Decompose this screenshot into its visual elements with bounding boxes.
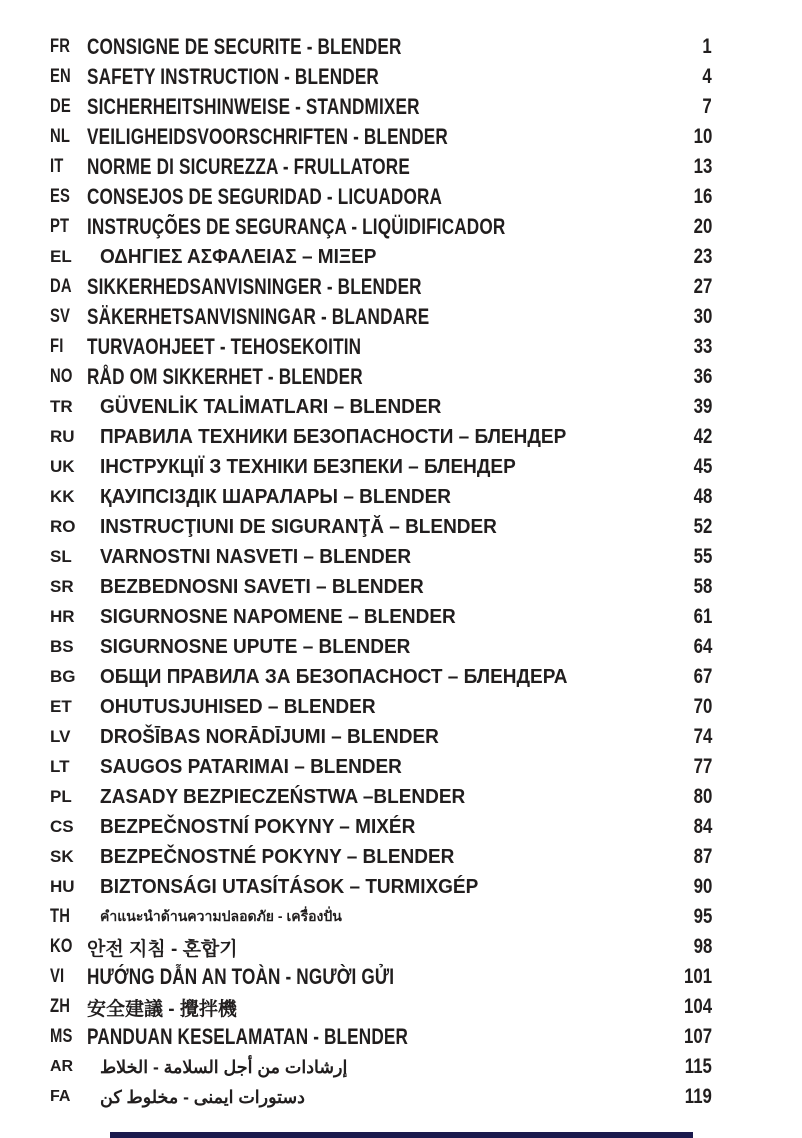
language-code-text: BG xyxy=(50,667,76,686)
page-number-text: 107 xyxy=(683,1025,712,1048)
language-code-text: NO xyxy=(50,366,73,387)
section-title-text: BEZBEDNOSNI SAVETI – BLENDER xyxy=(100,575,424,598)
page-number-text: 58 xyxy=(693,575,712,598)
language-code-text: FR xyxy=(50,36,71,57)
language-code xyxy=(50,247,87,267)
toc-row-nl xyxy=(0,122,802,152)
page-number xyxy=(666,65,712,89)
language-code xyxy=(50,817,87,837)
page-number-text: 23 xyxy=(693,245,712,268)
language-code-text: CS xyxy=(50,817,74,836)
language-code xyxy=(50,487,87,507)
page-number xyxy=(666,365,712,389)
section-title-text: SAUGOS PATARIMAI – BLENDER xyxy=(100,755,402,778)
section-title-text: GÜVENLİK TALİMATLARI – BLENDER xyxy=(100,395,442,418)
language-code xyxy=(50,1026,87,1048)
section-title xyxy=(87,184,666,210)
language-code xyxy=(50,1088,87,1106)
section-title xyxy=(87,94,666,120)
language-code-text: VI xyxy=(50,966,65,987)
toc-row-de xyxy=(0,92,802,122)
language-code xyxy=(50,276,87,298)
section-title xyxy=(87,396,666,419)
section-title xyxy=(87,364,666,390)
page-number-text: 48 xyxy=(693,485,712,508)
section-title xyxy=(87,274,666,300)
language-code xyxy=(50,186,87,208)
section-title xyxy=(87,1057,666,1078)
language-code-text: SR xyxy=(50,577,74,596)
language-code-text: RO xyxy=(50,517,76,536)
page-number xyxy=(666,1085,712,1109)
page-number xyxy=(666,305,712,329)
page-number xyxy=(666,725,712,749)
page-number xyxy=(666,215,712,239)
page-number-text: 70 xyxy=(693,695,712,718)
section-title-text: SAFETY INSTRUCTION - BLENDER xyxy=(87,64,379,89)
section-title xyxy=(87,876,666,899)
page-number-text: 80 xyxy=(693,785,712,808)
page-number xyxy=(666,665,712,689)
section-title xyxy=(87,124,666,150)
page-number xyxy=(666,575,712,599)
language-code xyxy=(50,1058,87,1076)
page-number-text: 10 xyxy=(693,125,712,148)
page-number xyxy=(666,785,712,809)
page-number-text: 13 xyxy=(693,155,712,178)
section-title-text: DROŠĪBAS NORĀDĪJUMI – BLENDER xyxy=(100,725,439,748)
section-title-text: PANDUAN KESELAMATAN - BLENDER xyxy=(87,1024,409,1049)
section-title xyxy=(87,606,666,629)
section-title-text: دستورات ايمنى - مخلوط كن xyxy=(100,1086,305,1107)
section-title xyxy=(87,696,666,719)
toc-row-uk xyxy=(0,452,802,482)
section-title xyxy=(87,816,666,839)
page-number-text: 33 xyxy=(693,335,712,358)
section-title xyxy=(87,546,666,569)
page-number xyxy=(666,125,712,149)
language-code-text: PL xyxy=(50,787,72,806)
toc-row-ko xyxy=(0,932,802,962)
section-title-text: 안전 지침 - 혼합기 xyxy=(87,938,238,960)
language-code xyxy=(50,847,87,867)
section-title-text: INSTRUÇÕES DE SEGURANÇA - LIQÜIDIFICADOR xyxy=(87,214,506,239)
section-title-text: SIGURNOSNE NAPOMENE – BLENDER xyxy=(100,605,456,628)
language-code-text: DE xyxy=(50,96,71,117)
section-title-text: INSTRUCŢIUNI DE SIGURANŢĂ – BLENDER xyxy=(100,515,497,538)
language-code xyxy=(50,637,87,657)
page-number-text: 7 xyxy=(702,95,712,118)
page-number xyxy=(666,1025,712,1049)
section-title-text: RÅD OM SIKKERHET - BLENDER xyxy=(87,364,363,389)
page-number-text: 55 xyxy=(693,545,712,568)
page-number-text: 115 xyxy=(684,1055,712,1078)
toc-row-no xyxy=(0,362,802,392)
language-code xyxy=(50,996,87,1018)
toc-row-et xyxy=(0,692,802,722)
section-title-text: ІНСТРУКЦІЇ З ТЕХНІКИ БЕЗПЕКИ – БЛЕНДЕР xyxy=(100,455,516,478)
page-number xyxy=(666,395,712,419)
toc-row-sk xyxy=(0,842,802,872)
page-number xyxy=(666,605,712,629)
language-code-text: AR xyxy=(50,1058,74,1075)
section-title-text: OHUTUSJUHISED – BLENDER xyxy=(100,695,376,718)
language-code xyxy=(50,906,87,928)
section-title xyxy=(87,426,666,449)
section-title-text: 安全建議 - 攪拌機 xyxy=(87,998,237,1020)
page-number-text: 39 xyxy=(693,395,712,418)
language-code-text: HR xyxy=(50,607,75,626)
toc-row-fa xyxy=(0,1082,802,1112)
language-code xyxy=(50,667,87,687)
toc-row-kk xyxy=(0,482,802,512)
toc-row-sl xyxy=(0,542,802,572)
toc-row-bg xyxy=(0,662,802,692)
section-title-text: SIKKERHEDSANVISNINGER - BLENDER xyxy=(87,274,422,299)
section-title xyxy=(87,726,666,749)
language-code-text: EL xyxy=(50,247,72,266)
language-code xyxy=(50,727,87,747)
section-title-text: คำแนะนำด้านความปลอดภัย - เครื่องปั่น xyxy=(100,908,342,924)
page-number xyxy=(666,875,712,899)
section-title xyxy=(87,846,666,869)
page-number-text: 101 xyxy=(683,965,712,988)
page-number xyxy=(666,425,712,449)
toc-row-ms xyxy=(0,1022,802,1052)
section-title xyxy=(87,636,666,659)
page-number-text: 61 xyxy=(693,605,712,628)
section-title xyxy=(87,304,666,330)
page-number-text: 45 xyxy=(693,455,712,478)
language-code-text: NL xyxy=(50,126,71,147)
language-code xyxy=(50,66,87,88)
section-title-text: NORME DI SICUREZZA - FRULLATORE xyxy=(87,154,410,179)
language-code-text: LT xyxy=(50,757,70,776)
page-number xyxy=(666,155,712,179)
page-number xyxy=(666,755,712,779)
page-number xyxy=(666,695,712,719)
page-number-text: 119 xyxy=(684,1085,712,1108)
page-number xyxy=(666,35,712,59)
page-number-text: 67 xyxy=(693,665,712,688)
section-title xyxy=(87,64,666,90)
language-code-text: PT xyxy=(50,216,70,237)
toc-row-sr xyxy=(0,572,802,602)
language-code-text: SV xyxy=(50,306,71,327)
page-number-text: 20 xyxy=(693,215,712,238)
language-code-text: SK xyxy=(50,847,74,866)
section-title xyxy=(87,1024,666,1050)
language-code xyxy=(50,126,87,148)
page-number-text: 90 xyxy=(693,875,712,898)
section-title-text: ΟΔΗΓΙΕΣ ΑΣΦΑΛΕΙΑΣ – ΜΙΞΕΡ xyxy=(100,245,377,268)
section-title xyxy=(87,756,666,779)
page-number xyxy=(666,635,712,659)
page-number xyxy=(666,815,712,839)
toc-row-fr xyxy=(0,32,802,62)
section-title xyxy=(87,786,666,809)
language-code-text: ES xyxy=(50,186,71,207)
page-number xyxy=(666,845,712,869)
section-title-text: CONSEJOS DE SEGURIDAD - LICUADORA xyxy=(87,184,443,209)
page-number xyxy=(666,485,712,509)
language-code xyxy=(50,757,87,777)
page-number xyxy=(666,995,712,1019)
page-number-text: 16 xyxy=(693,185,712,208)
toc-row-pt xyxy=(0,212,802,242)
page-number-text: 1 xyxy=(702,35,712,58)
language-code xyxy=(50,397,87,417)
toc-list xyxy=(0,32,802,1112)
toc-row-fi xyxy=(0,332,802,362)
toc-row-lv xyxy=(0,722,802,752)
language-code xyxy=(50,787,87,807)
page-number-text: 30 xyxy=(693,305,712,328)
section-title xyxy=(87,994,666,1021)
toc-row-hu xyxy=(0,872,802,902)
section-title-text: ОБЩИ ПРАВИЛА ЗА БЕЗОПАСНОСТ – БЛЕНДЕРА xyxy=(100,665,568,688)
page-number xyxy=(666,935,712,959)
page-number xyxy=(666,455,712,479)
language-code-text: ET xyxy=(50,697,72,716)
footer-bar xyxy=(110,1132,693,1138)
section-title xyxy=(87,214,666,240)
section-title-text: VARNOSTNI NASVETI – BLENDER xyxy=(100,545,412,568)
toc-row-ru xyxy=(0,422,802,452)
section-title xyxy=(87,964,666,990)
page-number-text: 98 xyxy=(693,935,712,958)
toc-row-hr xyxy=(0,602,802,632)
language-code-text: MS xyxy=(50,1026,73,1047)
toc-row-es xyxy=(0,182,802,212)
page-number xyxy=(666,905,712,929)
language-code xyxy=(50,366,87,388)
language-code-text: ZH xyxy=(50,996,71,1017)
language-code xyxy=(50,427,87,447)
toc-row-lt xyxy=(0,752,802,782)
section-title xyxy=(87,906,666,928)
language-code-text: TH xyxy=(50,906,71,927)
section-title-text: ZASADY BEZPIECZEŃSTWA –BLENDER xyxy=(100,785,466,808)
language-code-text: IT xyxy=(50,156,64,177)
section-title xyxy=(87,576,666,599)
section-title xyxy=(87,486,666,509)
language-code-text: SL xyxy=(50,547,72,566)
section-title-text: ҚАУІПСІЗДІК ШАРАЛАРЫ – BLENDER xyxy=(100,485,452,508)
page-number-text: 27 xyxy=(693,275,712,298)
section-title xyxy=(87,154,666,180)
toc-row-th xyxy=(0,902,802,932)
toc-row-vi xyxy=(0,962,802,992)
page-number-text: 84 xyxy=(693,815,712,838)
language-code xyxy=(50,607,87,627)
language-code-text: KO xyxy=(50,936,73,957)
toc-row-sv xyxy=(0,302,802,332)
language-code xyxy=(50,517,87,537)
language-code-text: RU xyxy=(50,427,75,446)
section-title-text: SICHERHEITSHINWEISE - STANDMIXER xyxy=(87,94,420,119)
toc-row-it xyxy=(0,152,802,182)
page-number-text: 36 xyxy=(693,365,712,388)
section-title-text: SIGURNOSNE UPUTE – BLENDER xyxy=(100,635,411,658)
section-title-text: TURVAOHJEET - TEHOSEKOITIN xyxy=(87,334,362,359)
toc-row-bs xyxy=(0,632,802,662)
section-title xyxy=(87,934,666,961)
language-code xyxy=(50,336,87,358)
language-code-text: LV xyxy=(50,727,71,746)
language-code-text: KK xyxy=(50,487,75,506)
page-number xyxy=(666,965,712,989)
toc-row-da xyxy=(0,272,802,302)
page-number xyxy=(666,95,712,119)
toc-row-ro xyxy=(0,512,802,542)
section-title-text: SÄKERHETSANVISNINGAR - BLANDARE xyxy=(87,304,430,329)
page-number xyxy=(666,275,712,299)
page-number-text: 74 xyxy=(693,725,712,748)
page-number-text: 42 xyxy=(693,425,712,448)
page-number xyxy=(666,185,712,209)
page-number-text: 95 xyxy=(693,905,712,928)
toc-row-ar xyxy=(0,1052,802,1082)
language-code-text: DA xyxy=(50,276,72,297)
language-code-text: FA xyxy=(50,1088,71,1105)
page-number xyxy=(666,245,712,269)
page-number xyxy=(666,515,712,539)
page-number xyxy=(666,545,712,569)
language-code xyxy=(50,936,87,958)
language-code xyxy=(50,547,87,567)
section-title-text: HƯỚNG DẪN AN TOÀN - NGƯỜI GỬI xyxy=(87,964,395,989)
language-code-text: EN xyxy=(50,66,71,87)
page-number-text: 64 xyxy=(693,635,712,658)
toc-row-el xyxy=(0,242,802,272)
page-number-text: 52 xyxy=(693,515,712,538)
language-code-text: FI xyxy=(50,336,64,357)
language-code xyxy=(50,36,87,58)
toc-row-en xyxy=(0,62,802,92)
language-code-text: UK xyxy=(50,457,75,476)
language-code xyxy=(50,156,87,178)
language-code xyxy=(50,306,87,328)
section-title-text: BIZTONSÁGI UTASÍTÁSOK – TURMIXGÉP xyxy=(100,875,479,898)
section-title-text: CONSIGNE DE SECURITE - BLENDER xyxy=(87,34,402,59)
section-title xyxy=(87,1087,666,1108)
page-number-text: 87 xyxy=(693,845,712,868)
language-code xyxy=(50,697,87,717)
language-code xyxy=(50,966,87,988)
language-code-text: TR xyxy=(50,397,73,416)
language-code xyxy=(50,457,87,477)
toc-row-pl xyxy=(0,782,802,812)
toc-row-zh xyxy=(0,992,802,1022)
section-title xyxy=(87,34,666,60)
page-number-text: 104 xyxy=(683,995,712,1018)
language-code xyxy=(50,216,87,238)
page-number xyxy=(666,1055,712,1079)
section-title xyxy=(87,246,666,269)
section-title-text: إرشادات من أجل السلامة - الخلاط xyxy=(100,1056,348,1077)
section-title-text: VEILIGHEIDSVOORSCHRIFTEN - BLENDER xyxy=(87,124,448,149)
section-title xyxy=(87,456,666,479)
section-title-text: BEZPEČNOSTNÍ POKYNY – MIXÉR xyxy=(100,815,416,838)
page-number-text: 4 xyxy=(702,65,712,88)
section-title-text: BEZPEČNOSTNÉ POKYNY – BLENDER xyxy=(100,845,455,868)
language-code xyxy=(50,877,87,897)
section-title xyxy=(87,334,666,360)
section-title xyxy=(87,666,666,689)
language-code-text: HU xyxy=(50,877,75,896)
language-code xyxy=(50,577,87,597)
language-code xyxy=(50,96,87,118)
section-title xyxy=(87,516,666,539)
toc-row-tr xyxy=(0,392,802,422)
section-title-text: ПРАВИЛА ТЕХНИКИ БЕЗОПАСНОСТИ – БЛЕНДЕР xyxy=(100,425,567,448)
toc-row-cs xyxy=(0,812,802,842)
page-number xyxy=(666,335,712,359)
page-number-text: 77 xyxy=(693,755,712,778)
language-code-text: BS xyxy=(50,637,74,656)
